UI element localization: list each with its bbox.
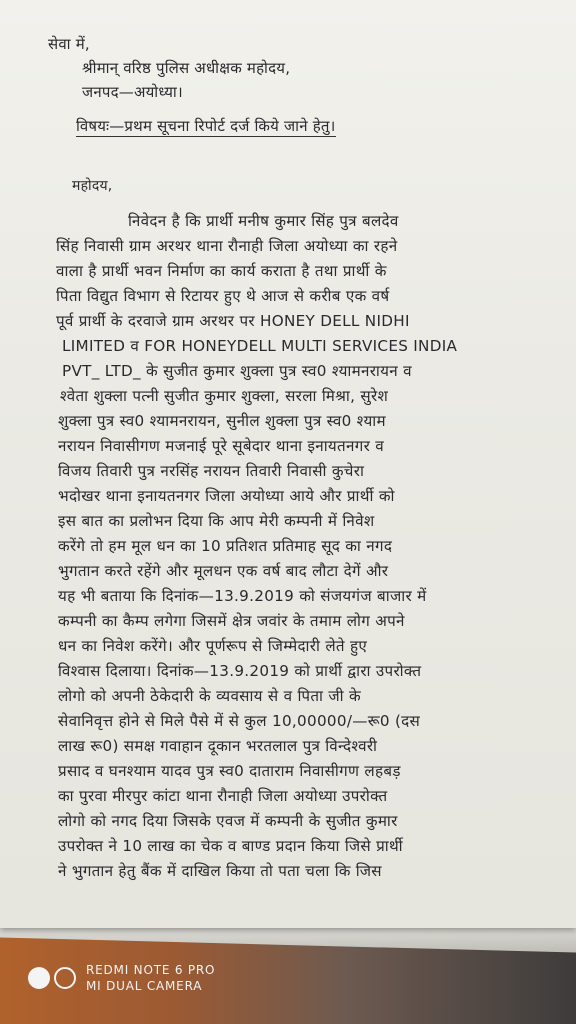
body-line: भदोखर थाना इनायतनगर जिला अयोध्या आये और प्रार्थी को	[58, 487, 395, 505]
body-line: निवेदन है कि प्रार्थी मनीष कुमार सिंह पुत्र बलदेव	[128, 212, 399, 230]
body-line: प्रसाद व घनश्याम यादव पुत्र स्व0 दाताराम निवासीगण लहबड़	[58, 762, 401, 780]
body-line: लाख रू0) समक्ष गवाहान दूकान भरतलाल पुत्र विन्देश्वरी	[58, 737, 378, 755]
body-line: विजय तिवारी पुत्र नरसिंह नरायन तिवारी निवासी कुचेरा	[58, 462, 365, 480]
body-line: वाला है प्रार्थी भवन निर्माण का कार्य कराता है तथा प्रार्थी के	[56, 262, 387, 280]
body-line: शुक्ला पुत्र स्व0 श्यामनरायन, सुनील शुक्ला पुत्र स्व0 श्याम	[58, 412, 386, 430]
body-line: उपरोक्त ने 10 लाख का चेक व बाण्ड प्रदान किया जिसे प्रार्थी	[58, 837, 403, 855]
watermark-model: REDMI NOTE 6 PRO	[86, 963, 216, 977]
addressee-line-2: श्रीमान् वरिष्ठ पुलिस अधीक्षक महोदय,	[82, 59, 291, 77]
body-line: ने भुगतान हेतु बैंक में दाखिल किया तो पता चला कि जिस	[58, 862, 382, 880]
body-line: धन का निवेश करेंगे। और पूर्णरूप से जिम्मेदारी लेते हुए	[58, 637, 368, 655]
camera-watermark-text	[86, 962, 215, 994]
body-line: लोगो को नगद दिया जिसके एवज में कम्पनी के सुजीत कुमार	[58, 812, 398, 830]
camera-logo-icon	[28, 967, 76, 989]
addressee-line-3: जनपद—अयोध्या।	[82, 83, 183, 101]
body-line: पिता विद्युत विभाग से रिटायर हुए थे आज से करीब एक वर्ष	[56, 287, 390, 305]
salutation: महोदय,	[72, 178, 113, 194]
body-line: भुगतान करते रहेंगे और मूलधन एक वर्ष बाद लौटा देगें और	[58, 562, 389, 580]
subject-line	[76, 116, 336, 136]
body-line: यह भी बताया कि दिनांक—13.9.2019 को संजयगंज बाजार में	[58, 587, 427, 605]
body-line: सिंह निवासी ग्राम अरथर थाना रौनाही जिला अयोध्या का रहने	[56, 237, 398, 255]
body-line: लोगो को अपनी ठेकेदारी के व्यवसाय से व पिता जी के	[58, 687, 361, 705]
camera-watermark	[28, 962, 215, 994]
watermark-camera: MI DUAL CAMERA	[86, 979, 203, 993]
subject-text: विषयः—प्रथम सूचना रिपोर्ट दर्ज किये जाने हेतु।	[76, 117, 336, 135]
body-line: इस बात का प्रलोभन दिया कि आप मेरी कम्पनी में निवेश	[58, 512, 375, 530]
body-line: PVT_ LTD_ के सुजीत कुमार शुक्ला पुत्र स्व0 श्यामनरायन व	[62, 362, 412, 380]
body-line: पूर्व प्रार्थी के दरवाजे ग्राम अरथर पर HONEY DELL NIDHI	[56, 312, 410, 330]
addressee-line-1: सेवा में,	[48, 35, 90, 53]
body-line: सेवानिवृत्त होने से मिले पैसे में से कुल 10,00000/—रू0 (दस	[58, 712, 421, 730]
body-line: करेंगे तो हम मूल धन का 10 प्रतिशत प्रतिमाह सूद का नगद	[58, 537, 393, 555]
body-line: कम्पनी का कैम्प लगेगा जिसमें क्षेत्र जवांर के तमाम लोग अपने	[58, 612, 405, 630]
body-line: नरायन निवासीगण मजनाई पूरे सूबेदार थाना इनायतनगर व	[58, 437, 384, 455]
body-line: विश्वास दिलाया। दिनांक—13.9.2019 को प्रार्थी द्वारा उपरोक्त	[58, 662, 422, 680]
body-line: श्वेता शुक्ला पत्नी सुजीत कुमार शुक्ला, सरला मिश्रा, सुरेश	[60, 387, 389, 405]
body-line: का पुरवा मीरपुर कांटा थाना रौनाही जिला अयोध्या उपरोक्त	[58, 787, 388, 805]
body-line: LIMITED व FOR HONEYDELL MULTI SERVICES INDIA	[62, 337, 458, 355]
